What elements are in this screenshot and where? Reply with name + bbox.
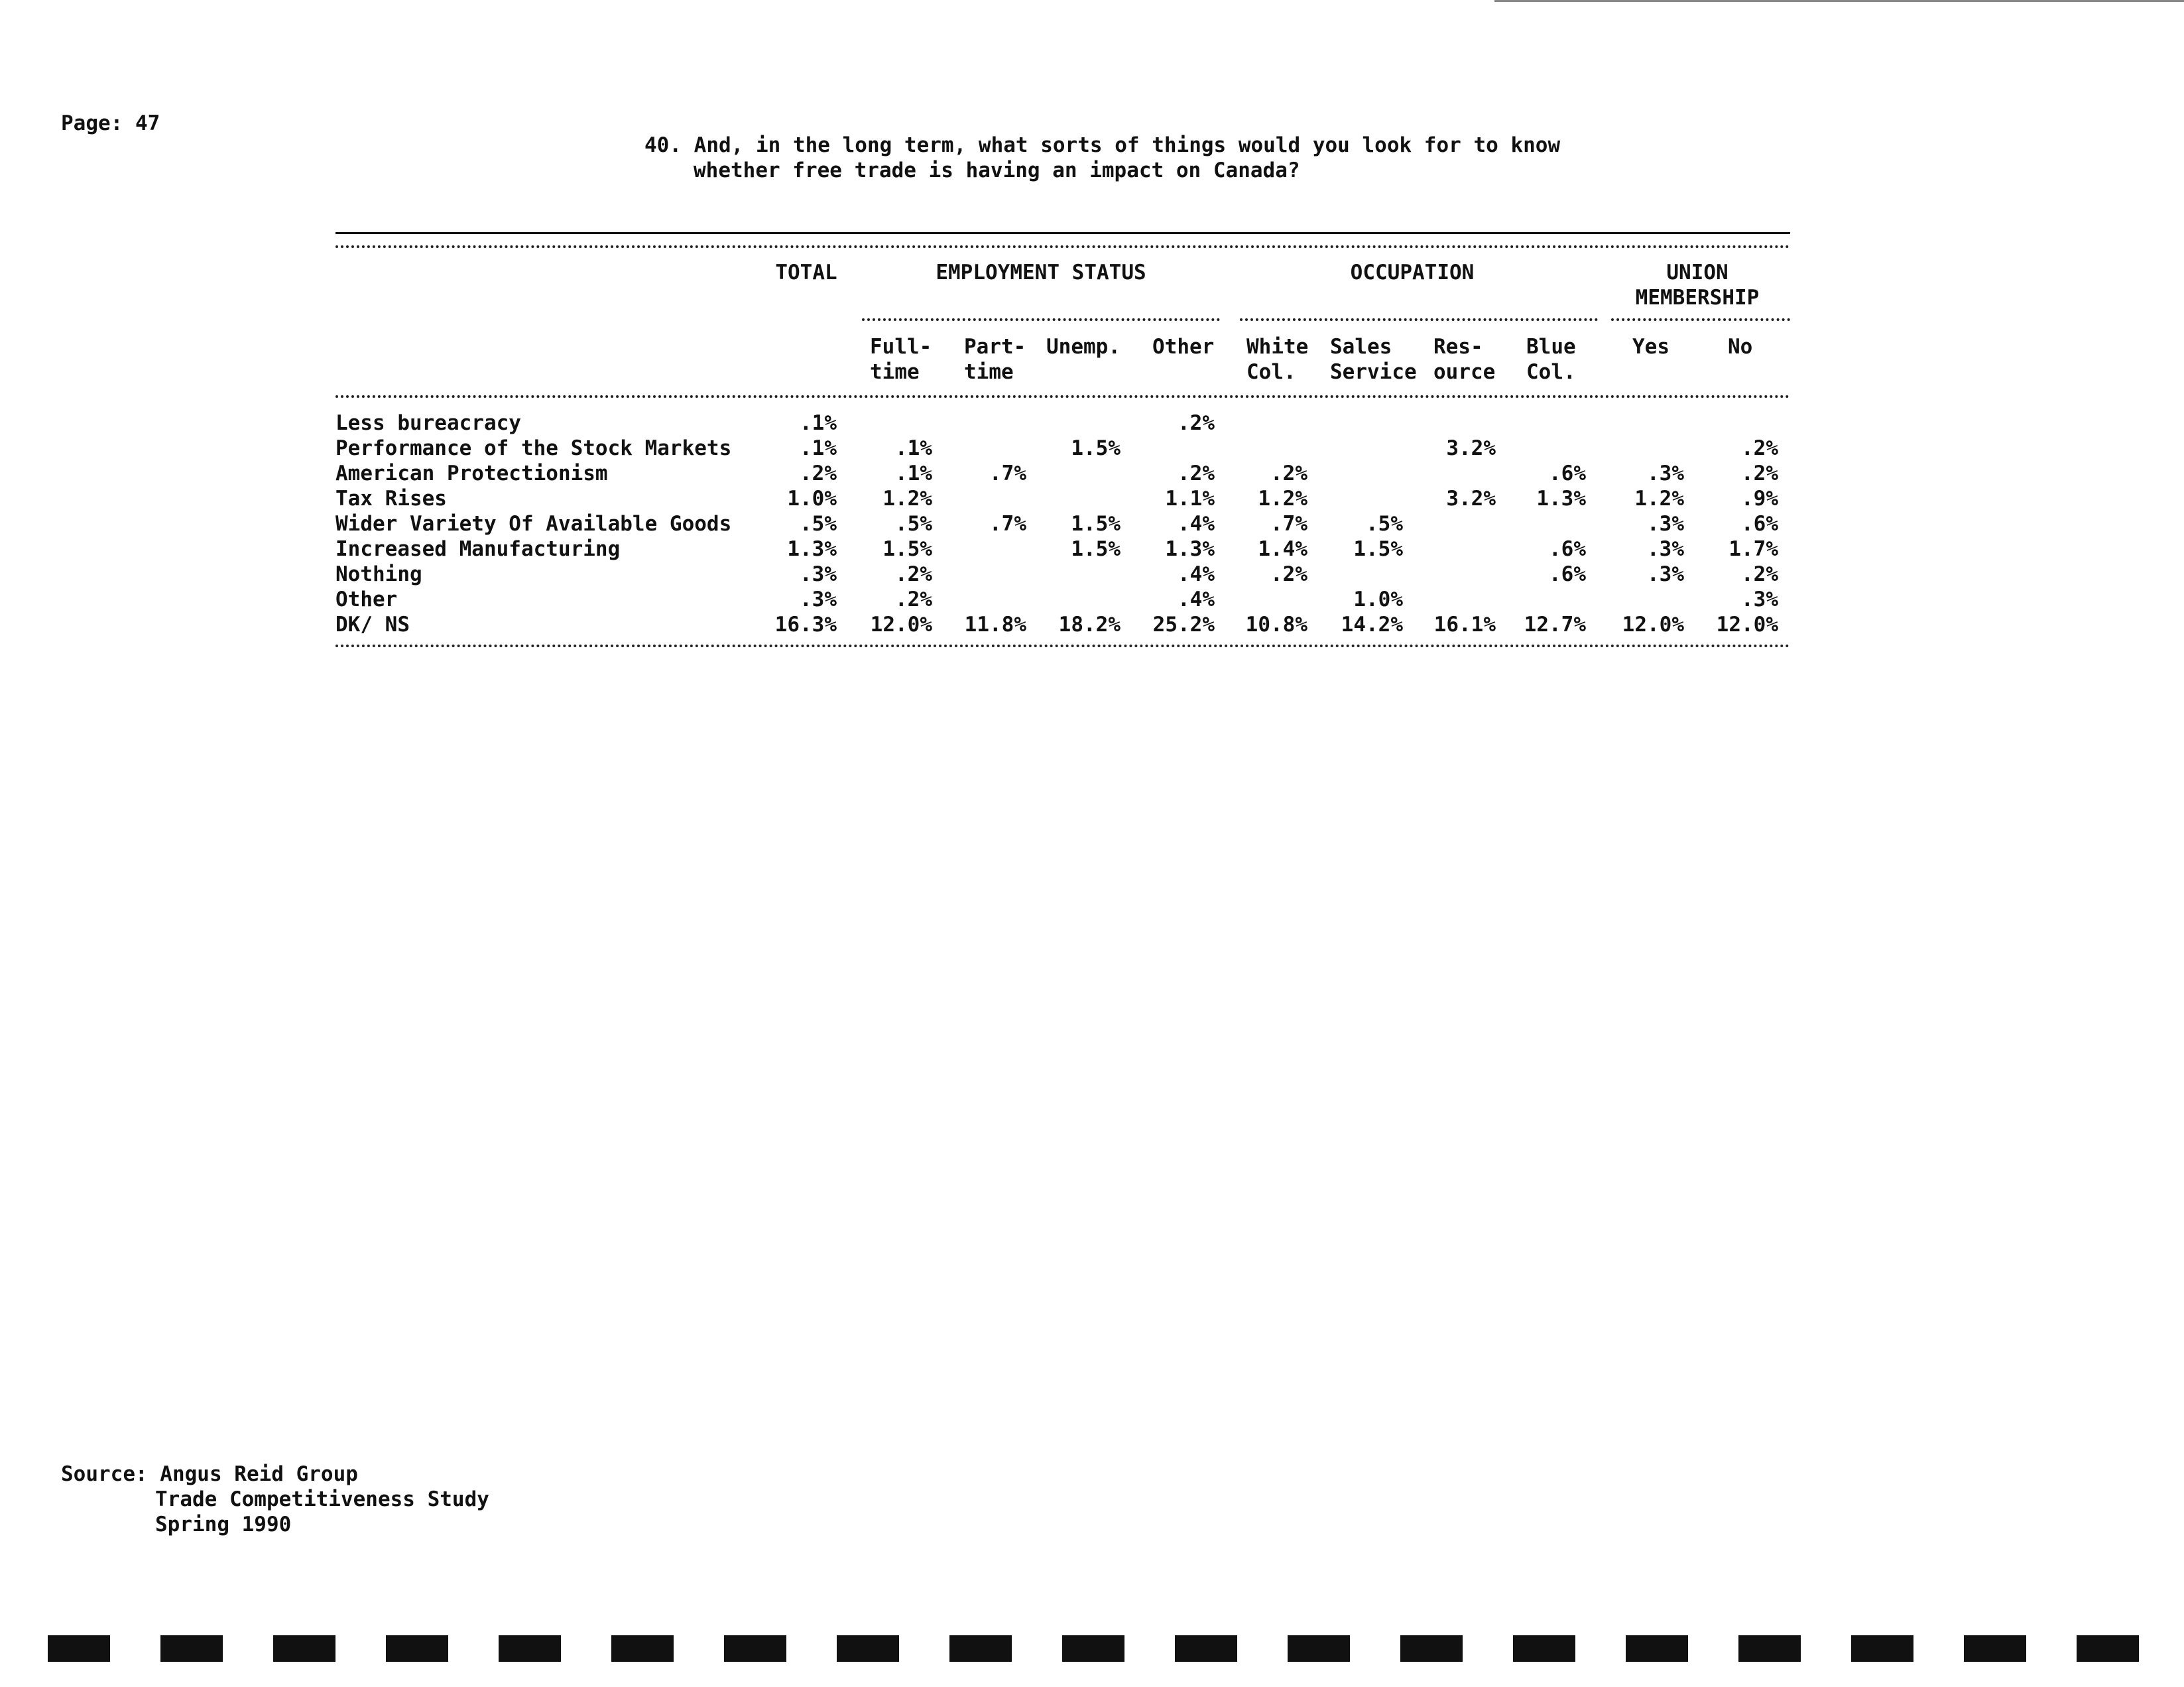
- column-header-line-2: Service: [1330, 360, 1417, 384]
- column-header-line-2: Col.: [1526, 360, 1576, 384]
- table-cell: .2%: [1270, 462, 1307, 485]
- table-cell: .4%: [1178, 588, 1215, 611]
- question-line-2: whether free trade is having an impact on Canada?: [694, 158, 1300, 182]
- table-cell: 1.0%: [787, 487, 837, 511]
- registration-mark: [386, 1635, 448, 1662]
- table-cell: .2%: [1741, 462, 1778, 485]
- table-cell: .2%: [1178, 462, 1215, 485]
- table-cell: 3.2%: [1446, 436, 1496, 460]
- table-cell: .3%: [1647, 537, 1684, 561]
- table-cell: .6%: [1741, 512, 1778, 536]
- table-cell: .2%: [1270, 562, 1307, 586]
- column-header: [1433, 334, 1495, 385]
- table-cell: .2%: [1178, 411, 1215, 435]
- table-cell: .7%: [989, 512, 1026, 536]
- header-union-line-2: MEMBERSHIP: [1635, 286, 1760, 310]
- table-cell: 1.4%: [1258, 537, 1307, 561]
- column-header-line-2: time: [870, 360, 920, 384]
- table-cell: 1.5%: [1071, 436, 1121, 460]
- table-cell: 1.5%: [1071, 512, 1121, 536]
- table-cell: .1%: [895, 462, 932, 485]
- table-cell: .1%: [800, 436, 837, 460]
- registration-mark: [1738, 1635, 1801, 1662]
- table-cell: .2%: [1741, 436, 1778, 460]
- column-header-line-2: ource: [1433, 360, 1496, 384]
- table-cell: 14.2%: [1341, 613, 1403, 637]
- registration-mark: [2077, 1635, 2139, 1662]
- table-cell: .3%: [800, 562, 837, 586]
- table-cell: 10.8%: [1245, 613, 1307, 637]
- registration-mark: [949, 1635, 1012, 1662]
- column-header: [870, 334, 932, 385]
- table-cell: .2%: [895, 562, 932, 586]
- table-cell: .7%: [989, 462, 1026, 485]
- union-group-rule: [1611, 318, 1790, 321]
- registration-mark: [1288, 1635, 1350, 1662]
- registration-mark: [1851, 1635, 1913, 1662]
- table-cell: .5%: [895, 512, 932, 536]
- column-header-line-2: time: [964, 360, 1014, 384]
- table-cell: 16.3%: [774, 613, 837, 637]
- registration-mark: [499, 1635, 561, 1662]
- table-bottom-rule: [335, 645, 1790, 647]
- registration-mark: [724, 1635, 786, 1662]
- scan-edge-line: [1494, 0, 2184, 2]
- table-top-dashed-rule: [335, 245, 1790, 248]
- column-header: [1246, 334, 1308, 385]
- column-header: [1632, 334, 1669, 359]
- table-cell: .3%: [800, 588, 837, 611]
- table-cell: .6%: [1549, 462, 1586, 485]
- row-label: Increased Manufacturing: [335, 537, 621, 561]
- row-label: Wider Variety Of Available Goods: [335, 512, 732, 536]
- registration-mark: [1175, 1635, 1237, 1662]
- table-cell: .7%: [1270, 512, 1307, 536]
- registration-mark: [273, 1635, 335, 1662]
- row-label: Less bureacracy: [335, 411, 521, 435]
- source-line-1: Source: Angus Reid Group: [61, 1462, 358, 1486]
- table-cell: .5%: [800, 512, 837, 536]
- registration-mark: [1964, 1635, 2026, 1662]
- header-total: TOTAL: [775, 261, 837, 284]
- table-cell: .1%: [800, 411, 837, 435]
- page-number: Page: 47: [61, 111, 160, 135]
- table-cell: 25.2%: [1152, 613, 1215, 637]
- table-cell: .6%: [1549, 537, 1586, 561]
- column-header-line-1: White: [1246, 335, 1309, 359]
- column-header-line-1: Yes: [1632, 335, 1669, 359]
- registration-mark: [611, 1635, 674, 1662]
- table-cell: 3.2%: [1446, 487, 1496, 511]
- registration-mark: [48, 1635, 110, 1662]
- table-cell: .3%: [1647, 512, 1684, 536]
- source-line-3: Spring 1990: [155, 1513, 292, 1536]
- source-line-2: Trade Competitiveness Study: [155, 1487, 489, 1511]
- table-cell: .4%: [1178, 512, 1215, 536]
- table-cell: .3%: [1741, 588, 1778, 611]
- table-cell: 18.2%: [1058, 613, 1121, 637]
- table-cell: 1.2%: [1634, 487, 1684, 511]
- table-cell: 1.5%: [1071, 537, 1121, 561]
- table-cell: 16.1%: [1433, 613, 1496, 637]
- question-line-1: 40. And, in the long term, what sorts of things would you look for to know: [644, 133, 1561, 157]
- column-header-line-2: Col.: [1246, 360, 1296, 384]
- column-header-line-1: Full-: [870, 335, 932, 359]
- table-cell: 1.0%: [1353, 588, 1403, 611]
- table-cell: .3%: [1647, 562, 1684, 586]
- column-header-line-1: Unemp.: [1046, 335, 1121, 359]
- registration-mark: [160, 1635, 223, 1662]
- row-label: American Protectionism: [335, 462, 608, 485]
- registration-mark: [1626, 1635, 1688, 1662]
- row-label: Tax Rises: [335, 487, 447, 511]
- row-label: Nothing: [335, 562, 422, 586]
- occupation-group-rule: [1240, 318, 1598, 321]
- table-cell: .2%: [800, 462, 837, 485]
- table-cell: 1.3%: [787, 537, 837, 561]
- row-label: DK/ NS: [335, 613, 410, 637]
- registration-marks: [0, 1635, 2184, 1664]
- column-header: [1046, 334, 1121, 359]
- column-header-line-1: Part-: [964, 335, 1026, 359]
- table-cell: 11.8%: [964, 613, 1026, 637]
- header-bottom-rule: [335, 395, 1790, 398]
- column-header: [1728, 334, 1752, 359]
- employment-group-rule: [862, 318, 1220, 321]
- row-label: Performance of the Stock Markets: [335, 436, 732, 460]
- table-cell: 1.2%: [1258, 487, 1307, 511]
- table-cell: 1.2%: [882, 487, 932, 511]
- table-cell: .2%: [895, 588, 932, 611]
- question-text: [644, 133, 1560, 183]
- column-header: [1526, 334, 1576, 385]
- table-top-rule: [335, 232, 1790, 234]
- table-cell: 1.1%: [1165, 487, 1215, 511]
- table-cell: 1.5%: [882, 537, 932, 561]
- table-cell: .6%: [1549, 562, 1586, 586]
- table-cell: .5%: [1366, 512, 1403, 536]
- table-cell: 12.0%: [1622, 613, 1684, 637]
- table-cell: 12.0%: [1716, 613, 1778, 637]
- table-cell: 1.3%: [1165, 537, 1215, 561]
- header-occupation: OCCUPATION: [1350, 261, 1475, 284]
- table-cell: 1.3%: [1536, 487, 1586, 511]
- registration-mark: [1062, 1635, 1124, 1662]
- column-header: [1152, 334, 1214, 359]
- registration-mark: [1400, 1635, 1463, 1662]
- registration-mark: [1513, 1635, 1575, 1662]
- table-cell: .4%: [1178, 562, 1215, 586]
- table-cell: 1.7%: [1729, 537, 1778, 561]
- table-cell: .9%: [1741, 487, 1778, 511]
- table-cell: .1%: [895, 436, 932, 460]
- registration-mark: [837, 1635, 899, 1662]
- column-header: [1330, 334, 1417, 385]
- table-cell: .3%: [1647, 462, 1684, 485]
- row-label: Other: [335, 588, 398, 611]
- column-header-line-1: Sales: [1330, 335, 1392, 359]
- table-cell: 12.7%: [1524, 613, 1586, 637]
- column-header-line-1: Res-: [1433, 335, 1483, 359]
- header-employment-status: EMPLOYMENT STATUS: [936, 261, 1146, 284]
- column-header: [964, 334, 1026, 385]
- column-header-line-1: Other: [1152, 335, 1215, 359]
- column-header-line-1: Blue: [1526, 335, 1576, 359]
- header-union-line-1: UNION: [1666, 261, 1729, 284]
- table-cell: 12.0%: [870, 613, 932, 637]
- table-cell: 1.5%: [1353, 537, 1403, 561]
- table-cell: .2%: [1741, 562, 1778, 586]
- column-header-line-1: No: [1728, 335, 1753, 359]
- header-union-membership: [1605, 260, 1790, 310]
- source-note: [61, 1462, 489, 1537]
